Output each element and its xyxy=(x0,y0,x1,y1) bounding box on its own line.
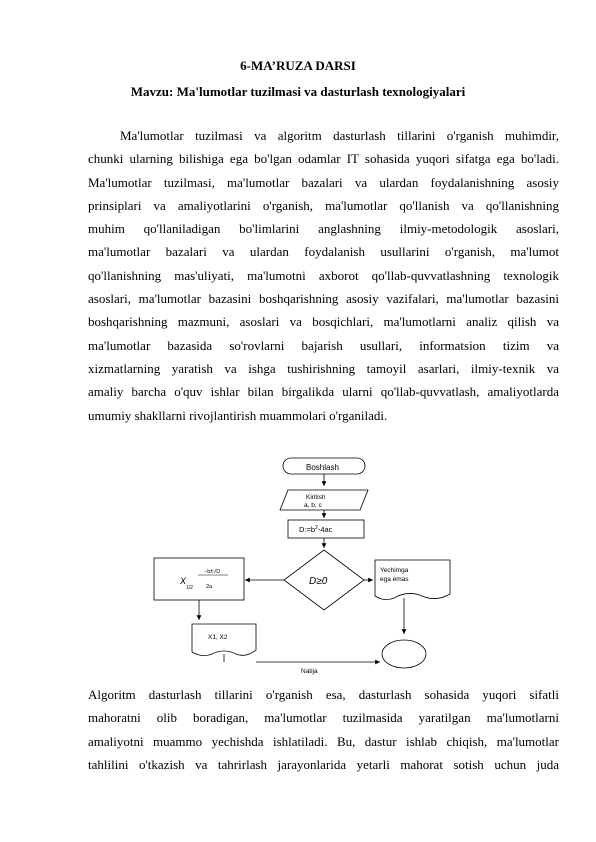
text-line: qo'llanishning mas'uliyati, ma'lumotni axborot qo'llab-quvvatlashning texnologik xyxy=(88,267,559,283)
text-line: umumiy shakllarni rivojlantirish muammolari o'rganiladi. xyxy=(88,407,388,423)
quadratic-flowchart xyxy=(146,448,466,678)
text-line: mahoratni olib boradigan, ma'lumotlar tuzilmasida yaratilgan ma'lumotlarni xyxy=(88,710,559,726)
text-line: boshqarishning mazmuni, asoslari va bosqichlari, ma'lumotlarni analiz qilish va xyxy=(88,314,559,330)
text-line: amaliy barcha o'quv ishlar bilan birgalikda ularni qo'llab-quvvatlash, amaliyotlarda xyxy=(88,384,559,400)
page-title: 6-MA’RUZA DARSI xyxy=(240,58,356,73)
text-line: Ma'lumotlar tuzilmasi, ma'lumotlar bazalari va ulardan foydalanishning asosiy xyxy=(88,174,559,190)
text-line: chunki ularning bilishiga ega bo'lgan odamlar IT sohasida yuqori sifatga ega bo'ladi. xyxy=(88,151,559,167)
text-line: ma'lumotlar bazalari va ulardan foydalanish usullarini o'rganish, ma'lumot xyxy=(88,244,559,260)
text-line: tahlilini o'tkazish va tahrirlash jarayonlarida yetarli mahorat sotish uchun juda xyxy=(88,756,559,772)
text-line: xizmatlarning yaratish va ishga tushirishning tamoyil asarlari, ilmiy-texnik va xyxy=(88,360,559,376)
input-label-2: a, b, c xyxy=(304,502,322,509)
formula-x: X xyxy=(180,576,187,586)
no-solution-label-2: ega emas xyxy=(380,576,409,583)
formula-process xyxy=(154,558,244,600)
text-line: amaliyotni muammo yechishda ishlatiladi. Bu, dastur ishlab chiqish, ma'lumotlar xyxy=(88,733,559,749)
discriminant-label: $D:=b^2-4ac$ xyxy=(299,525,333,534)
output-label: X1, X2 xyxy=(208,634,228,641)
end-terminator xyxy=(382,640,426,668)
no-solution-label-1: Yechimga xyxy=(380,567,409,574)
text-line: asoslari, ma'lumotlar bazasini boshqarishning asosiy vazifalari, ma'lumotlar bazasini xyxy=(88,291,559,307)
text-line: Algoritm dasturlash tillarini o'rganish esa, dasturlash sohasida yuqori sifatli xyxy=(88,687,559,702)
condition-label: D≥0 xyxy=(309,576,328,587)
start-label: Boshlash xyxy=(306,463,339,472)
text-line: ma'lumotlar bazasida so'rovlarni bajarish usullari, informatsion tizim va xyxy=(88,337,559,353)
formula-numerator: −b±√D xyxy=(204,569,221,575)
text-line: muhim qo'llaniladigan bo'limlarini anglashning ilmiy-metodologik asoslari, xyxy=(88,221,559,237)
text-line: prinsiplari va amaliyotlarini o'rganish, ma'lumotlar qo'llanish va qo'llanishning xyxy=(88,197,559,213)
paragraph-algorithm xyxy=(88,683,559,776)
text-line: Ma'lumotlar tuzilmasi va algoritm dasturlash tillarini o'rganish muhimdir, xyxy=(120,128,559,143)
formula-subscript: 1/2 xyxy=(186,585,193,591)
page-subtitle: Mavzu: Ma'lumotlar tuzilmasi va dasturlash texnologiyalari xyxy=(130,84,466,99)
formula-denominator: 2a xyxy=(206,584,213,590)
result-label: Natija xyxy=(301,668,318,675)
paragraph-intro xyxy=(88,124,559,427)
input-label-1: Kiritish xyxy=(306,494,326,501)
